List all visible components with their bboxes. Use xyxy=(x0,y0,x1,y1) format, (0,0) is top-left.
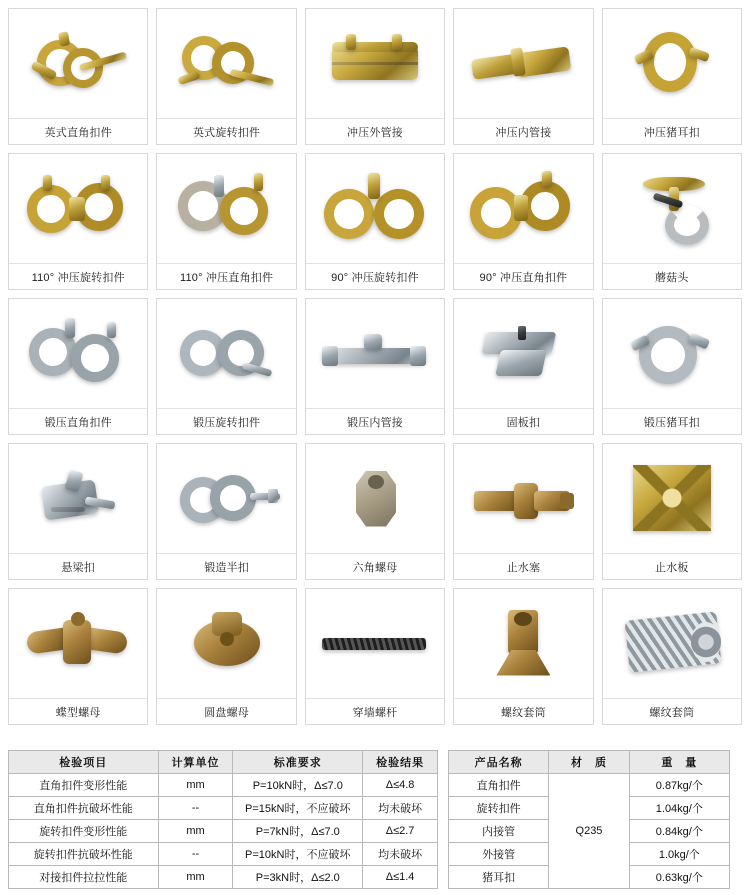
table-header-row xyxy=(449,751,730,774)
product-caption: 锻压直角扣件 xyxy=(9,408,147,434)
table-row xyxy=(9,866,438,889)
column-header: 检验结果 xyxy=(363,751,438,774)
product-cell[interactable] xyxy=(8,298,148,435)
cell-product-name: 直角扣件 xyxy=(449,774,549,797)
product-cell[interactable] xyxy=(602,443,742,580)
product-caption: 蘑菇头 xyxy=(603,263,741,289)
product-cell[interactable] xyxy=(305,443,445,580)
product-cell[interactable] xyxy=(453,443,593,580)
product-image xyxy=(306,444,444,553)
table-row xyxy=(9,774,438,797)
cell-unit: mm xyxy=(158,774,233,797)
product-caption: 冲压内管接 xyxy=(454,118,592,144)
product-caption: 锻压内管接 xyxy=(306,408,444,434)
product-cell[interactable] xyxy=(156,588,296,725)
column-header: 检验项目 xyxy=(9,751,159,774)
product-caption: 英式直角扣件 xyxy=(9,118,147,144)
product-cell[interactable] xyxy=(305,153,445,290)
product-cell[interactable] xyxy=(8,443,148,580)
product-image xyxy=(157,9,295,118)
column-header: 标准要求 xyxy=(233,751,363,774)
product-caption: 固板扣 xyxy=(454,408,592,434)
product-caption: 110° 冲压直角扣件 xyxy=(157,263,295,289)
cell-weight: 0.63kg/个 xyxy=(629,866,729,889)
cell-result: Δ≤4.8 xyxy=(363,774,438,797)
product-image xyxy=(9,589,147,698)
cell-result: 均未破坏 xyxy=(363,843,438,866)
product-caption: 冲压猪耳扣 xyxy=(603,118,741,144)
product-cell[interactable] xyxy=(602,298,742,435)
cell-weight: 1.04kg/个 xyxy=(629,797,729,820)
spec-tables xyxy=(8,750,742,889)
column-header: 计算单位 xyxy=(158,751,233,774)
product-cell[interactable] xyxy=(156,298,296,435)
cell-unit: -- xyxy=(158,843,233,866)
table-header-row xyxy=(9,751,438,774)
cell-standard: P=7kN时，Δ≤7.0 xyxy=(233,820,363,843)
product-caption: 六角螺母 xyxy=(306,553,444,579)
product-image xyxy=(306,154,444,263)
product-image xyxy=(306,9,444,118)
product-image xyxy=(157,444,295,553)
table-row xyxy=(9,843,438,866)
product-image xyxy=(603,444,741,553)
product-cell[interactable] xyxy=(453,153,593,290)
product-caption: 止水板 xyxy=(603,553,741,579)
product-caption: 锻造半扣 xyxy=(157,553,295,579)
product-caption: 110° 冲压旋转扣件 xyxy=(9,263,147,289)
product-cell[interactable] xyxy=(602,588,742,725)
product-caption: 蝶型螺母 xyxy=(9,698,147,724)
cell-weight: 0.87kg/个 xyxy=(629,774,729,797)
cell-product-name: 外接管 xyxy=(449,843,549,866)
cell-standard: P=15kN时，不应破坏 xyxy=(233,797,363,820)
cell-product-name: 内接管 xyxy=(449,820,549,843)
table-row xyxy=(9,820,438,843)
product-image xyxy=(603,154,741,263)
product-image xyxy=(306,299,444,408)
cell-item: 直角扣件抗破坏性能 xyxy=(9,797,159,820)
column-header: 产品名称 xyxy=(449,751,549,774)
product-cell[interactable] xyxy=(602,8,742,145)
product-image xyxy=(454,589,592,698)
product-cell[interactable] xyxy=(453,588,593,725)
column-header: 材 质 xyxy=(549,751,629,774)
product-caption: 穿墙螺杆 xyxy=(306,698,444,724)
cell-unit: mm xyxy=(158,866,233,889)
column-header: 重 量 xyxy=(629,751,729,774)
product-cell[interactable] xyxy=(305,298,445,435)
product-image xyxy=(603,299,741,408)
material-table xyxy=(448,750,730,889)
product-image xyxy=(9,299,147,408)
cell-result: 均未破坏 xyxy=(363,797,438,820)
product-cell[interactable] xyxy=(8,8,148,145)
product-image xyxy=(9,444,147,553)
cell-result: Δ≤1.4 xyxy=(363,866,438,889)
cell-standard: P=10kN时，Δ≤7.0 xyxy=(233,774,363,797)
cell-standard: P=3kN时，Δ≤2.0 xyxy=(233,866,363,889)
product-caption: 锻压猪耳扣 xyxy=(603,408,741,434)
product-cell[interactable] xyxy=(305,588,445,725)
product-image xyxy=(454,444,592,553)
product-caption: 止水塞 xyxy=(454,553,592,579)
inspection-table xyxy=(8,750,438,889)
product-caption: 圆盘螺母 xyxy=(157,698,295,724)
cell-product-name: 旋转扣件 xyxy=(449,797,549,820)
product-image xyxy=(157,589,295,698)
cell-weight: 1.0kg/个 xyxy=(629,843,729,866)
product-cell[interactable] xyxy=(453,8,593,145)
cell-item: 对接扣件拉拉性能 xyxy=(9,866,159,889)
product-image xyxy=(157,299,295,408)
table-row xyxy=(9,797,438,820)
cell-result: Δ≤2.7 xyxy=(363,820,438,843)
product-image xyxy=(157,154,295,263)
product-cell[interactable] xyxy=(156,443,296,580)
product-cell[interactable] xyxy=(305,8,445,145)
cell-item: 旋转扣件抗破坏性能 xyxy=(9,843,159,866)
product-image xyxy=(9,9,147,118)
product-image xyxy=(603,9,741,118)
table-row xyxy=(449,774,730,797)
product-caption: 锻压旋转扣件 xyxy=(157,408,295,434)
cell-item: 旋转扣件变形性能 xyxy=(9,820,159,843)
cell-standard: P=10kN时，不应破坏 xyxy=(233,843,363,866)
product-image xyxy=(9,154,147,263)
product-image xyxy=(306,589,444,698)
cell-item: 直角扣件变形性能 xyxy=(9,774,159,797)
cell-material: Q235 xyxy=(549,774,629,889)
cell-unit: -- xyxy=(158,797,233,820)
product-caption: 冲压外管接 xyxy=(306,118,444,144)
product-grid xyxy=(8,8,742,725)
product-cell[interactable] xyxy=(156,153,296,290)
product-caption: 螺纹套筒 xyxy=(454,698,592,724)
cell-unit: mm xyxy=(158,820,233,843)
product-image xyxy=(454,299,592,408)
product-cell[interactable] xyxy=(8,153,148,290)
product-caption: 悬梁扣 xyxy=(9,553,147,579)
product-cell[interactable] xyxy=(602,153,742,290)
product-cell[interactable] xyxy=(8,588,148,725)
cell-product-name: 猪耳扣 xyxy=(449,866,549,889)
cell-weight: 0.84kg/个 xyxy=(629,820,729,843)
product-cell[interactable] xyxy=(156,8,296,145)
product-image xyxy=(454,9,592,118)
product-caption: 90° 冲压直角扣件 xyxy=(454,263,592,289)
product-image xyxy=(603,589,741,698)
product-caption: 90° 冲压旋转扣件 xyxy=(306,263,444,289)
product-image xyxy=(454,154,592,263)
product-cell[interactable] xyxy=(453,298,593,435)
product-caption: 螺纹套筒 xyxy=(603,698,741,724)
product-caption: 英式旋转扣件 xyxy=(157,118,295,144)
